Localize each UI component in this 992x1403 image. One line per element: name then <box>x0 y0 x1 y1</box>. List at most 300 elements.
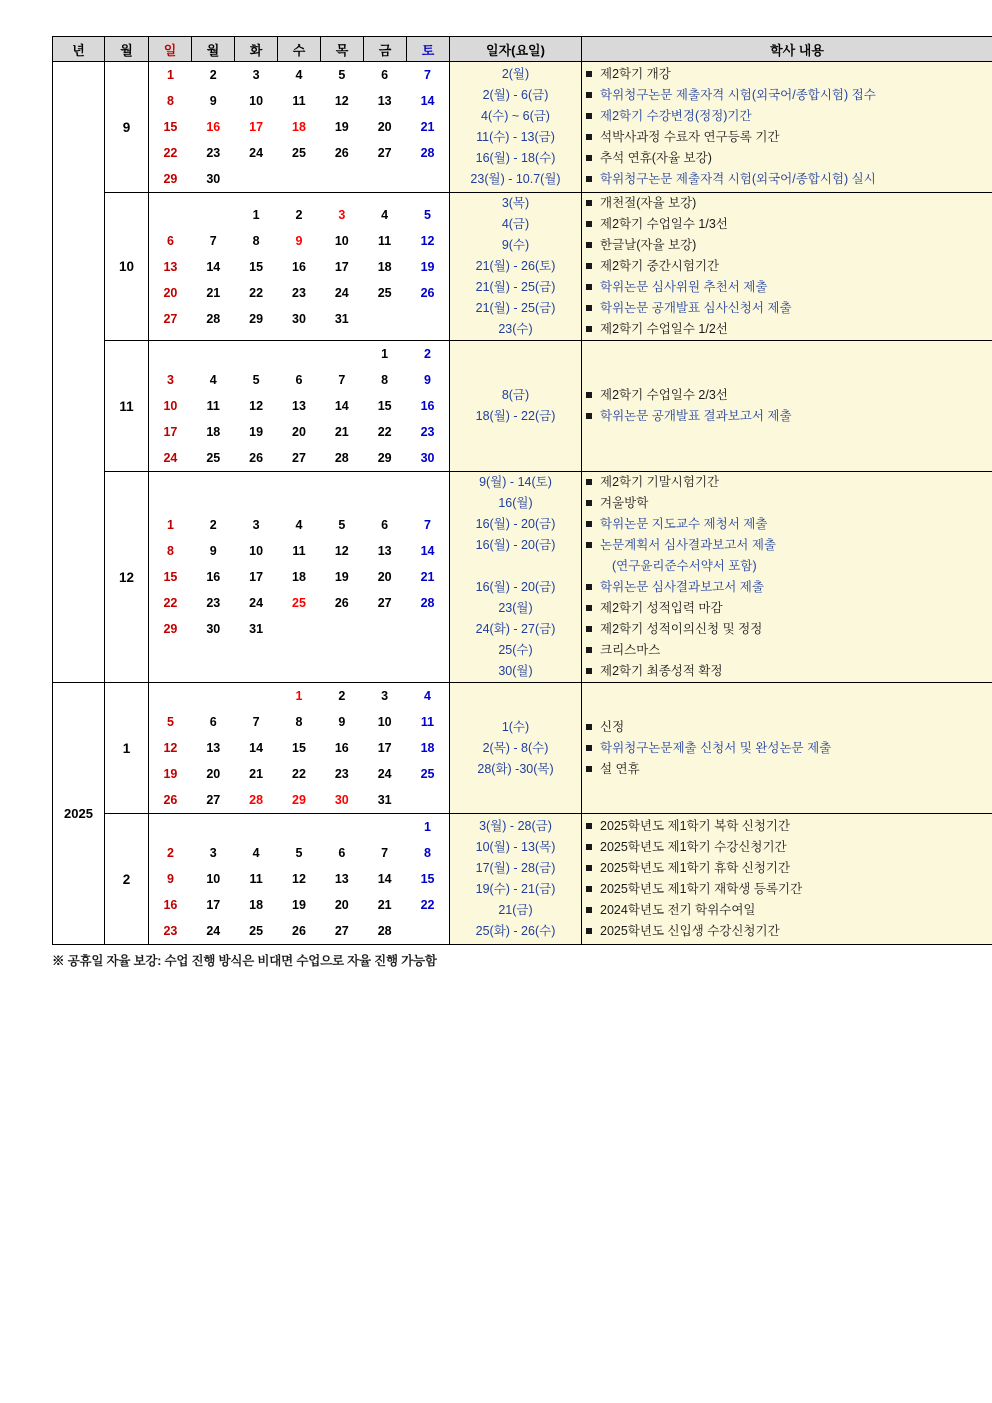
week-row <box>149 538 449 564</box>
event-text: 2025학년도 신입생 수강신청기간 <box>600 924 780 938</box>
header-date: 일자(요일) <box>450 37 582 62</box>
event-item <box>582 661 992 682</box>
day-cell: 4 <box>424 689 431 703</box>
date-item: 24(화) - 27(금) <box>475 622 556 636</box>
event-text: 학위논문 지도교수 제청서 제출 <box>600 517 768 531</box>
day-cell: 9 <box>338 715 346 729</box>
day-cell-empty <box>406 616 449 642</box>
bullet-icon <box>586 626 592 632</box>
description-cell <box>582 472 992 683</box>
day-cell: 24 <box>249 596 264 610</box>
academic-calendar-table <box>52 36 992 945</box>
day-cell: 11 <box>420 715 435 729</box>
day-cell-empty <box>320 341 363 367</box>
bullet-icon <box>586 305 592 311</box>
date-item: 10(월) - 13(목) <box>475 840 556 854</box>
day-cell: 30 <box>334 793 349 807</box>
day-cell: 20 <box>377 570 392 584</box>
day-cell: 17 <box>249 120 264 134</box>
month-cell: 2 <box>105 814 149 945</box>
day-cell: 3 <box>338 207 346 222</box>
date-item: 16(월) - 20(금) <box>475 580 556 594</box>
day-cell: 29 <box>163 622 178 636</box>
date-list-cell <box>450 193 582 341</box>
day-cell: 7 <box>338 373 346 387</box>
day-cell: 2 <box>209 68 217 82</box>
day-cell: 14 <box>249 741 264 755</box>
day-cell: 1 <box>424 820 431 834</box>
day-cell: 1 <box>381 347 389 361</box>
day-cell: 11 <box>292 94 306 108</box>
bullet-icon <box>586 500 592 506</box>
description-cell <box>582 341 992 472</box>
day-cell: 21 <box>334 425 349 439</box>
day-cell: 8 <box>424 846 431 860</box>
day-cell: 5 <box>424 207 431 222</box>
day-cell: 20 <box>377 120 392 134</box>
bullet-icon <box>586 113 592 119</box>
date-item: 16(월) <box>498 496 533 510</box>
week-row <box>149 918 449 944</box>
date-item: 30(월) <box>498 664 533 678</box>
date-item: 18(월) - 22(금) <box>475 409 556 423</box>
event-text: 제2학기 성적입력 마감 <box>600 601 723 615</box>
date-item: 23(수) <box>498 322 533 336</box>
event-text: 제2학기 수업일수 2/3선 <box>600 388 728 402</box>
day-cell: 4 <box>381 207 389 222</box>
day-cell: 1 <box>166 518 174 532</box>
day-cell: 9 <box>295 233 303 248</box>
day-cell: 6 <box>295 373 303 387</box>
day-cell: 22 <box>249 285 264 300</box>
day-cell: 29 <box>292 793 306 807</box>
day-cell: 20 <box>292 425 306 439</box>
event-item <box>582 879 992 900</box>
day-cell: 14 <box>420 94 435 108</box>
day-cell: 15 <box>377 399 392 413</box>
day-cell: 30 <box>206 622 221 636</box>
header-dow-sat: 토 <box>407 37 450 62</box>
month-row <box>53 814 992 945</box>
day-cell: 16 <box>292 259 306 274</box>
day-cell: 13 <box>377 94 392 108</box>
header-description: 학사 내용 <box>582 37 992 62</box>
event-item <box>582 577 992 598</box>
day-cell: 25 <box>292 596 306 610</box>
date-item: 16(월) - 20(금) <box>475 517 556 531</box>
bullet-icon <box>586 647 592 653</box>
date-item: 23(월) - 10.7(월) <box>470 172 561 186</box>
day-cell: 7 <box>424 518 431 532</box>
day-cell: 30 <box>420 451 435 465</box>
day-cell: 29 <box>163 172 178 186</box>
day-cell-empty <box>278 341 321 367</box>
event-item <box>582 64 992 85</box>
month-row <box>53 341 992 472</box>
day-cell: 27 <box>292 451 306 465</box>
event-item <box>582 169 992 190</box>
description-cell <box>582 193 992 341</box>
day-cell: 5 <box>338 518 346 532</box>
day-cell: 23 <box>292 285 306 300</box>
day-cell-empty <box>363 814 406 840</box>
bullet-icon <box>586 766 592 772</box>
date-list-cell <box>450 472 582 683</box>
day-cell: 27 <box>163 311 178 326</box>
day-cell-empty <box>235 341 278 367</box>
day-cell: 14 <box>334 399 349 413</box>
day-cell: 26 <box>334 596 349 610</box>
event-text: 개천절(자율 보강) <box>600 196 697 210</box>
day-cell-empty <box>320 814 363 840</box>
day-cell: 26 <box>420 285 435 300</box>
header-month: 월 <box>105 37 149 62</box>
week-row <box>149 166 449 192</box>
day-cell: 6 <box>381 518 389 532</box>
date-item: 17(월) - 28(금) <box>475 861 556 875</box>
day-cell-empty <box>406 787 449 813</box>
week-row <box>149 62 449 88</box>
event-item <box>582 921 992 942</box>
day-cell: 9 <box>424 373 431 387</box>
date-item: 21(월) - 25(금) <box>475 280 556 294</box>
bullet-icon <box>586 865 592 871</box>
date-item: 2(월) - 6(금) <box>482 88 549 102</box>
event-item <box>582 256 992 277</box>
day-cell: 10 <box>249 544 264 558</box>
day-cell: 18 <box>249 898 264 912</box>
month-row <box>53 62 992 193</box>
week-row <box>149 367 449 393</box>
day-cell: 13 <box>206 741 221 755</box>
event-item <box>582 535 992 556</box>
event-item <box>582 514 992 535</box>
date-item: 9(수) <box>501 238 530 252</box>
day-cell: 21 <box>420 570 435 584</box>
day-cell-empty <box>149 814 192 840</box>
event-text: 제2학기 개강 <box>600 67 671 81</box>
header-dow-sun: 일 <box>149 37 192 62</box>
week-row <box>149 892 449 918</box>
bullet-icon <box>586 724 592 730</box>
day-cell: 16 <box>420 399 435 413</box>
day-cell: 2 <box>209 518 217 532</box>
day-cell: 23 <box>334 767 349 781</box>
day-cell: 24 <box>249 146 264 160</box>
bullet-icon <box>586 392 592 398</box>
day-cell: 27 <box>377 146 392 160</box>
week-row <box>149 228 449 254</box>
week-row <box>149 202 449 228</box>
day-cell: 5 <box>252 373 260 387</box>
day-cell: 28 <box>420 596 435 610</box>
date-item: 3(목) <box>501 196 530 210</box>
month-cell: 12 <box>105 472 149 683</box>
day-cell: 12 <box>334 544 349 558</box>
day-cell: 9 <box>209 544 217 558</box>
day-cell: 19 <box>292 898 306 912</box>
day-cell: 20 <box>163 285 178 300</box>
day-cell: 30 <box>206 172 221 186</box>
event-text: 논문계획서 심사결과보고서 제출 <box>600 538 776 552</box>
week-row <box>149 306 449 332</box>
event-item <box>582 640 992 661</box>
day-cell-empty <box>278 616 321 642</box>
year-cell: 2025 <box>53 683 105 945</box>
date-list-cell <box>450 683 582 814</box>
date-item: 4(수) ~ 6(금) <box>481 109 550 123</box>
date-item <box>450 556 581 577</box>
date-item: 2(목) - 8(수) <box>482 740 549 755</box>
day-cell: 16 <box>206 570 221 584</box>
day-cell: 15 <box>420 872 435 886</box>
date-item: 25(화) - 26(수) <box>475 924 556 938</box>
day-cell: 27 <box>334 924 349 938</box>
event-text: 2025학년도 제1학기 재학생 등록기간 <box>600 882 803 896</box>
week-row <box>149 616 449 642</box>
date-item: 3(월) - 28(금) <box>479 819 552 833</box>
day-cell: 15 <box>292 741 306 755</box>
day-cell: 1 <box>252 207 260 222</box>
event-text: 설 연휴 <box>600 761 640 776</box>
day-cell-empty <box>149 341 192 367</box>
bullet-icon <box>586 71 592 77</box>
day-grid <box>149 341 450 472</box>
event-item <box>582 858 992 879</box>
bullet-icon <box>586 200 592 206</box>
event-item <box>582 556 992 577</box>
day-cell: 11 <box>292 544 306 558</box>
day-cell: 19 <box>163 767 178 781</box>
day-cell: 26 <box>163 793 178 807</box>
week-row <box>149 280 449 306</box>
day-cell-empty <box>235 683 278 709</box>
event-text: 겨울방학 <box>600 496 649 510</box>
header-year: 년 <box>53 37 105 62</box>
day-cell-empty <box>235 814 278 840</box>
date-item: 1(수) <box>501 719 530 734</box>
date-list-cell <box>450 62 582 193</box>
event-text: 크리스마스 <box>600 643 661 657</box>
day-cell: 23 <box>206 596 221 610</box>
day-cell-empty <box>192 202 235 228</box>
day-cell: 20 <box>334 898 349 912</box>
day-cell-empty <box>192 341 235 367</box>
day-cell: 18 <box>420 741 435 755</box>
event-item <box>582 106 992 127</box>
event-text: 학위논문 공개발표 심사신청서 제출 <box>600 301 792 315</box>
event-text: 제2학기 성적이의신청 및 정정 <box>600 622 763 636</box>
event-text: 학위청구논문 제출자격 시험(외국어/종합시험) 접수 <box>600 88 876 102</box>
day-grid <box>149 472 450 683</box>
header-dow-mon: 월 <box>192 37 235 62</box>
event-text: 2024학년도 전기 학위수여일 <box>600 903 756 917</box>
week-row <box>149 709 449 735</box>
event-text: 제2학기 최종성적 확정 <box>600 664 723 678</box>
month-row <box>53 683 992 814</box>
day-cell: 26 <box>334 146 349 160</box>
day-cell: 25 <box>292 146 306 160</box>
header-dow-wed: 수 <box>278 37 321 62</box>
bullet-icon <box>586 92 592 98</box>
bullet-icon <box>586 844 592 850</box>
header-dow-thu: 목 <box>321 37 364 62</box>
day-cell: 3 <box>381 689 389 703</box>
week-row <box>149 564 449 590</box>
bullet-icon <box>586 886 592 892</box>
bullet-icon <box>586 542 592 548</box>
bullet-icon <box>586 479 592 485</box>
day-cell: 22 <box>377 425 392 439</box>
day-cell: 31 <box>249 622 264 636</box>
day-cell-empty <box>406 306 449 332</box>
week-row <box>149 735 449 761</box>
day-cell: 22 <box>163 146 178 160</box>
date-item: 8(금) <box>501 388 530 402</box>
day-cell: 8 <box>381 373 389 387</box>
event-text: 2025학년도 제1학기 복학 신청기간 <box>600 819 791 833</box>
event-item <box>582 816 992 837</box>
day-cell: 31 <box>334 311 349 326</box>
date-item: 28(화) -30(목) <box>477 761 554 776</box>
day-cell: 26 <box>292 924 306 938</box>
event-item <box>582 738 992 759</box>
month-cell: 9 <box>105 62 149 193</box>
event-text: 추석 연휴(자율 보강) <box>600 151 712 165</box>
day-cell: 28 <box>377 924 392 938</box>
event-text: 학위청구논문 제출자격 시험(외국어/종합시험) 실시 <box>600 172 876 186</box>
event-item <box>582 148 992 169</box>
bullet-icon <box>586 284 592 290</box>
date-item: 9(월) - 14(토) <box>479 475 552 489</box>
week-row <box>149 341 449 367</box>
day-cell: 13 <box>334 872 349 886</box>
day-cell-empty <box>235 166 278 192</box>
day-cell: 13 <box>377 544 392 558</box>
day-cell: 3 <box>209 846 217 860</box>
event-text: 제2학기 수강변경(정정)기간 <box>600 109 752 123</box>
day-cell: 12 <box>334 94 349 108</box>
day-cell: 7 <box>252 715 260 729</box>
bullet-icon <box>586 521 592 527</box>
day-cell: 6 <box>166 233 174 248</box>
week-row <box>149 866 449 892</box>
month-cell: 11 <box>105 341 149 472</box>
week-row <box>149 590 449 616</box>
day-cell: 4 <box>252 846 260 860</box>
week-row <box>149 683 449 709</box>
day-cell: 22 <box>292 767 306 781</box>
day-cell: 12 <box>292 872 306 886</box>
bullet-icon <box>586 605 592 611</box>
footnote: ※ 공휴일 자율 보강: 수업 진행 방식은 비대면 수업으로 자율 진행 가능함 <box>52 954 437 968</box>
event-item <box>582 319 992 340</box>
day-cell: 29 <box>377 451 392 465</box>
day-cell: 22 <box>420 898 435 912</box>
day-cell: 5 <box>338 68 346 82</box>
day-cell: 19 <box>249 425 264 439</box>
day-cell: 7 <box>209 233 217 248</box>
day-cell-empty <box>192 814 235 840</box>
event-item <box>582 900 992 921</box>
week-row <box>149 140 449 166</box>
day-cell: 16 <box>163 898 178 912</box>
header-dow-fri: 금 <box>364 37 407 62</box>
day-cell: 11 <box>378 233 392 248</box>
event-text: 학위논문 공개발표 결과보고서 제출 <box>600 409 792 423</box>
day-cell: 19 <box>420 259 435 274</box>
day-cell: 8 <box>166 544 174 558</box>
week-row <box>149 761 449 787</box>
bullet-icon <box>586 176 592 182</box>
bullet-icon <box>586 823 592 829</box>
event-item <box>582 193 992 214</box>
description-cell <box>582 62 992 193</box>
event-item <box>582 759 992 780</box>
table-header-row <box>53 37 992 62</box>
day-cell: 12 <box>420 233 435 248</box>
day-cell: 23 <box>206 146 221 160</box>
week-row <box>149 445 449 471</box>
day-cell: 10 <box>377 715 392 729</box>
event-item <box>582 717 992 738</box>
day-cell: 25 <box>420 767 435 781</box>
event-item <box>582 385 992 406</box>
week-row <box>149 512 449 538</box>
day-cell: 28 <box>206 311 221 326</box>
day-cell: 24 <box>334 285 349 300</box>
date-item: 2(월) <box>501 67 530 81</box>
day-cell: 12 <box>249 399 264 413</box>
day-cell: 28 <box>334 451 349 465</box>
day-cell-empty <box>363 306 406 332</box>
week-row <box>149 114 449 140</box>
date-item: 16(월) - 20(금) <box>475 538 556 552</box>
day-cell: 10 <box>163 399 178 413</box>
day-cell: 18 <box>292 570 306 584</box>
day-cell: 2 <box>295 207 303 222</box>
date-item: 21(금) <box>498 903 533 917</box>
event-item <box>582 837 992 858</box>
bullet-icon <box>586 584 592 590</box>
day-cell: 4 <box>209 373 217 387</box>
day-cell-empty <box>278 814 321 840</box>
day-cell: 17 <box>206 898 221 912</box>
bullet-icon <box>586 221 592 227</box>
day-cell: 2 <box>338 689 346 703</box>
day-cell: 18 <box>377 259 392 274</box>
month-cell: 10 <box>105 193 149 341</box>
day-cell: 18 <box>292 120 306 134</box>
event-item <box>582 85 992 106</box>
bullet-icon <box>586 413 592 419</box>
event-text: 신정 <box>600 719 625 734</box>
event-text: 제2학기 수업일수 1/2선 <box>600 322 728 336</box>
day-cell: 7 <box>381 846 389 860</box>
day-cell: 13 <box>163 259 178 274</box>
day-cell-empty <box>406 918 449 944</box>
day-cell: 16 <box>206 120 221 134</box>
event-text: 제2학기 기말시험기간 <box>600 475 720 489</box>
date-item: 21(월) - 26(토) <box>475 259 556 273</box>
day-cell: 10 <box>249 94 264 108</box>
day-cell: 27 <box>206 793 221 807</box>
day-cell: 31 <box>377 793 392 807</box>
bullet-icon <box>586 263 592 269</box>
description-cell <box>582 683 992 814</box>
header-dow-tue: 화 <box>235 37 278 62</box>
day-cell: 5 <box>166 715 174 729</box>
